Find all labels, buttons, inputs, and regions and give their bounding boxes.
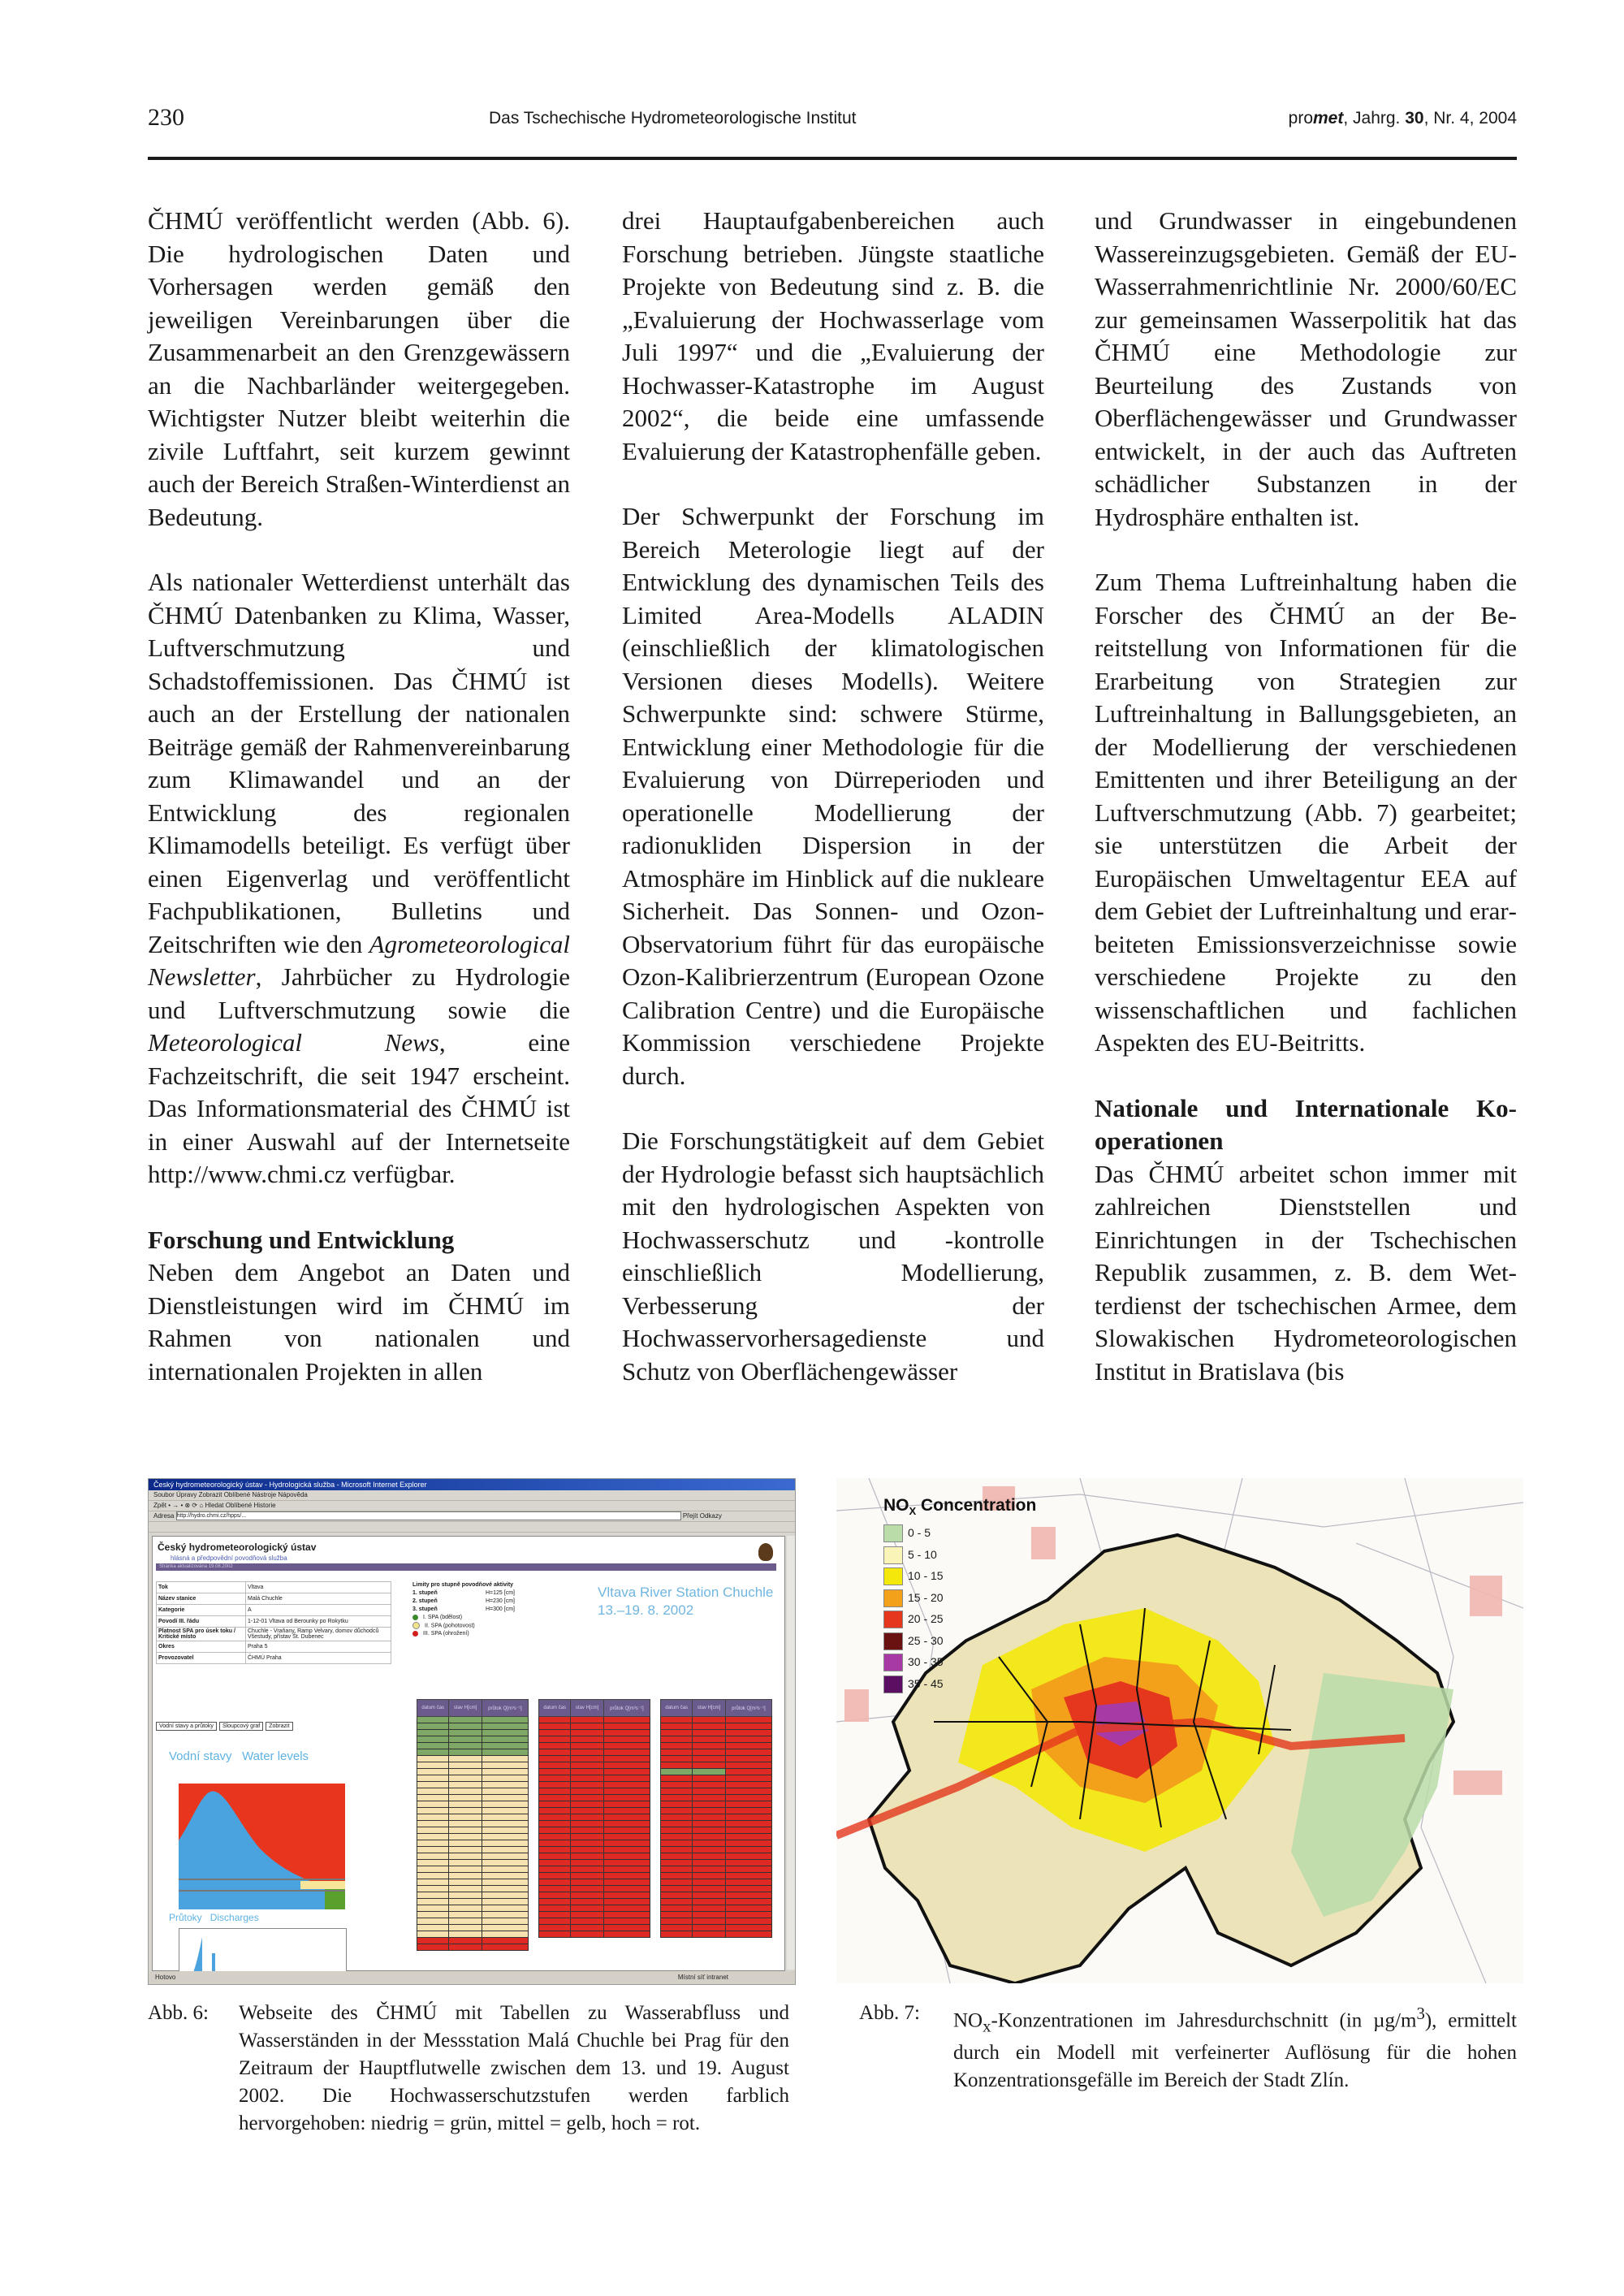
spa-legend-item: I. SPA (bdělost) (412, 1614, 515, 1622)
section-heading: Nationale und Internationale Kooperationen (1095, 1093, 1517, 1155)
caption-text: Webseite des ČHMÚ mit Tabellen zu Wasserabfluss und Wasserständen in der Messstation Malá Chuchle bei Prag für den Zeitraum der Hauptflutwelle zwischen dem 13. und 19. August 2002. Die Hochwasserschutzstufen werden farblich hervorgehoben: niedrig = grün, mittel = gelb, hoch = rot. (239, 2002, 789, 2134)
water-levels-title: Vodní stavy Water levels (169, 1749, 309, 1763)
address-label: Adresa (153, 1512, 175, 1520)
spa-legend-item: III. SPA (ohrožení) (412, 1630, 515, 1638)
running-title: Das Tschechische Hydrometeorologische Institut (489, 109, 857, 128)
paragraph: Das ČHMÚ arbeitet schon immer mit zahlreichen Dienststellen und Einrichtungen in der Tschechischen Republik zusammen, z. B. dem Wetterdienst der tschechischen Armee, dem Slowakischen Hydrometeorologischen Institut in Bratislava (bis (1095, 1159, 1517, 1386)
publication-title: Meteorological News (148, 1028, 439, 1057)
water-levels-chart (179, 1784, 345, 1909)
publication-title: Agrometeorological Newsletter (148, 929, 570, 991)
legend-swatch (883, 1524, 903, 1542)
data-table-3: datum čas stav H[cm] průtok Q[m³s⁻¹] (660, 1699, 772, 1938)
table-row: Kategorie A (157, 1605, 391, 1616)
yellow-dot-icon (412, 1622, 420, 1629)
paragraph: Der Schwerpunkt der Forschung im Bereich Meterologie liegt auf der Entwicklung des dynamischen Teils des Limited Area-Modells ALADIN (einschließlich der klimatologischen Versionen dieses Modells). Weitere Schwerpunkte sind: schwere Stürme, Entwicklung einer Methodologie für die Evaluierung von Dürreperioden und operationelle Modellierung der radionukliden Dispersion in der Atmosphäre im Hinblick auf die nukleare Sicherheit. Das Sonnen- und Ozon-Observatorium führt für das europäische Ozon-Kalibrierzentrum (European Ozone Calibration Centre) und die Europäische Kommission verschiedene Projekte durch. (622, 502, 1044, 1090)
text-run: , eine Fachzeitschrift, die seit 1947 erscheint. Das Informationsmaterial des ČHMÚ ist in einer Auswahl auf der Internetseite http://www.chmi.cz verfügbar. (148, 1028, 570, 1188)
header-rule (148, 157, 1517, 160)
flood-limits (412, 1581, 515, 1638)
paragraph: Die Forschungstätigkeit auf dem Gebiet der Hydrologie befasst sich hauptsächlich mit den hydrologischen Aspekten von Hochwasserschutz und -kontrolle einschließlich Modellierung, Verbesserung der Hochwasservorhersagedienste und Schutz von Oberflächengewässer (622, 1126, 1044, 1386)
journal-italic: met (1313, 109, 1344, 128)
browser-toolbar: Zpět • → • ⊗ ⟳ ⌂ Hledat Oblíbené Historie (149, 1501, 795, 1511)
caption-text: $NO_x$-Konzentrationen im Jahresdurchschnitt (in $\mu g/m^3$), ermittelt durch ein Modell mit verfeinerter Auflösung für die hohen Konzentrationsgefälle im Bereich der Stadt Zlín. (953, 2004, 1517, 2092)
data-table-1: datum čas stav H[cm] průtok Q[m³s⁻¹] (417, 1699, 529, 1951)
red-dot-icon (412, 1631, 418, 1637)
legend-item: 25 - 30 (883, 1630, 944, 1652)
table-row: Okres Praha 5 (157, 1641, 391, 1653)
figure-7-caption (859, 2000, 1517, 2095)
paragraph: ČHMÚ veröffentlicht werden (Abb. 6). Die hydrologischen Daten und Vorhersagen werden gemäß den jeweiligen Vereinbarungen über die Zusammenarbeit an den Grenzgewässern an die Nachbarländer weitergegeben. Wichtigster Nutzer bleibt weiterhin die zivile Luftfahrt, seit kurzem gewinnt auch der Bereich Straßen-Winterdienst an Bedeutung. (148, 206, 570, 531)
paragraph (148, 566, 570, 1191)
legend-title: $NO_X$ Concentration (883, 1496, 1037, 1518)
water-level-area (179, 1784, 345, 1909)
station-info-table (156, 1581, 391, 1664)
legend-swatch (883, 1567, 903, 1585)
discharges-title: Průtoky Discharges (169, 1912, 259, 1923)
journal-year-label: , Jahrg. (1343, 109, 1406, 128)
text-column-2 (622, 205, 1044, 1420)
page-number: 230 (148, 104, 184, 131)
table-row: Povodí III. řádu 1-12-01 Vltava od Berounky po Rokytku (157, 1616, 391, 1628)
legend-item: 15 - 20 (883, 1587, 944, 1609)
text-column-3 (1095, 205, 1517, 1420)
legend-swatch (883, 1546, 903, 1564)
concentration-legend (883, 1522, 944, 1694)
spa-legend-item: II. SPA (pohotovost) (412, 1622, 515, 1630)
limit-row: 1. stupeň H=125 [cm] (412, 1590, 515, 1596)
journal-prefix: pro (1288, 109, 1313, 128)
update-band: Stránka aktualizována 19.08.2002 (156, 1563, 776, 1571)
browser-title-bar: Český hydrometeorologický ústav - Hydrologická služba - Microsoft Internet Explorer (149, 1479, 795, 1490)
data-type-select[interactable]: Vodní stavy a průtoky (156, 1722, 217, 1731)
figure-7-nox-map (836, 1478, 1523, 1983)
browser-links-bar (149, 1522, 795, 1533)
text-run: , Jahrbücher zu Hydrologie und Luftverschmutzung sowie die (148, 962, 570, 1024)
text-column-1 (148, 205, 570, 1420)
address-input: http://hydro.chmi.cz/hpps/... (176, 1511, 681, 1520)
limits-title: Limity pro stupně povodňové aktivity (412, 1582, 514, 1588)
paragraph: drei Hauptaufgabenbereichen auch Forschung betrieben. Jüngste staatliche Projekte von Bedeutung sind z. B. die „Evaluierung der Hochwasserlage vom Juli 1997“ und die „Evaluierung der Hochwasser-Katastrophe im August 2002“, die beide eine umfassende Evaluierung der Katastrophenfälle geben. (622, 206, 1044, 465)
chart-controls (156, 1722, 296, 1731)
figure-6-caption (148, 2000, 789, 2138)
legend-item: 5 - 10 (883, 1544, 944, 1566)
show-button[interactable]: Zobrazit (266, 1722, 292, 1731)
legend-swatch (883, 1589, 903, 1607)
data-table-2: datum čas stav H[cm] průtok Q[m³s⁻¹] (538, 1699, 650, 1938)
green-dot-icon (412, 1615, 418, 1620)
legend-item: 0 - 5 (883, 1522, 944, 1544)
table-row: Provozovatel ČHMÚ Praha (157, 1653, 391, 1664)
limit-row: 3. stupeň H=300 [cm] (412, 1606, 515, 1612)
station-title: Vltava River Station Chuchle 13.–19. 8. 2002 (598, 1585, 774, 1618)
go-button: Přejít (682, 1512, 698, 1520)
running-header (148, 104, 1517, 136)
chart-type-select[interactable]: Sloupcový graf (219, 1722, 263, 1731)
web-page-content (152, 1536, 785, 1971)
site-subtitle: hlásná a předpovědní povodňová služba (171, 1554, 287, 1562)
journal-issue: , Nr. 4, 2004 (1423, 109, 1517, 128)
legend-swatch (883, 1676, 903, 1693)
legend-item: 30 - 35 (883, 1651, 944, 1673)
caption-label: Abb. 7: (859, 2002, 920, 2024)
caption-label: Abb. 6: (148, 2002, 209, 2024)
legend-item: 10 - 15 (883, 1565, 944, 1587)
legend-swatch (883, 1654, 903, 1671)
journal-reference (1289, 109, 1517, 128)
legend-swatch (883, 1632, 903, 1650)
table-row: Platnost SPA pro úsek toku / Kritické místo Chuchle - Vraňany, Ramp Velvary, domov důchodců Všestudy, přístav Št. Dubenec (157, 1628, 391, 1641)
text-run: Als nationaler Wetterdienst unterhält das ČHMÚ Datenbanken zu Klima, Wasser, Luftverschmutzung und Schadstoffemissionen. Das ČHMÚ ist auch an der Erstellung der nationalen Beiträge gemäß der Rahmenvereinbarung zum Klimawandel und an der Entwicklung des regionalen Klimamodells beteiligt. Es verfügt über einen Eigenverlag und veröffentlicht Fachpublikationen, Bulletins und Zeitschriften wie den (148, 568, 570, 958)
journal-volume: 30 (1405, 109, 1424, 128)
links-button: Odkazy (699, 1512, 722, 1520)
legend-item: 35 - 45 (883, 1673, 944, 1695)
browser-menu-bar: Soubor Úpravy Zobrazit Oblíbené Nástroje Nápověda (149, 1490, 795, 1501)
limit-row: 2. stupeň H=230 [cm] (412, 1598, 515, 1604)
paragraph: und Grundwasser in eingebundenen Wassereinzugsgebieten. Gemäß der EU-Wasserrahmenrichtlinie Nr. 2000/60/EC zur gemeinsamen Wasserpolitik hat das ČHMÚ eine Methodologie zur Beurteilung des Zustands von Oberflächengewässer und Grundwasser entwickelt, in der auch das Auftreten schädlicher Substanzen in der Hydrosphäre enthalten ist. (1095, 206, 1517, 531)
figure-6-browser-screenshot (148, 1478, 796, 1985)
browser-scrollbar[interactable] (787, 1536, 795, 1970)
browser-status-bar: Hotovo Místní síť intranet (149, 1971, 796, 1984)
table-row: Název stanice Malá Chuchle (157, 1593, 391, 1605)
section-heading: Forschung und Entwicklung (148, 1225, 455, 1254)
table-row: Tok Vltava (157, 1582, 391, 1593)
browser-address-row (149, 1511, 795, 1522)
site-title: Český hydrometeorologický ústav (158, 1541, 317, 1553)
paragraph: Neben dem Angebot an Daten und Dienstleistungen wird im ČHMÚ im Rahmen von nationalen und internationalen Projekten in allen (148, 1258, 570, 1386)
legend-swatch (883, 1611, 903, 1628)
legend-item: 20 - 25 (883, 1608, 944, 1630)
paragraph: Zum Thema Luftreinhaltung haben die Forscher des ČHMÚ an der Bereitstellung von Informationen für die Erarbeitung von Strategien zur Luftreinhaltung in Ballungsgebieten, an der Modellierung der verschiedenen Emittenten und ihrer Beteiligung an der Luftverschmutzung (Abb. 7) gearbeitet; sie unterstützen die Arbeit der Europäischen Umweltagentur EEA auf dem Gebiet der Luftreinhaltung und erarbeiteten Emissionsverzeichnisse sowie verschiedene Projekte zu den wissenschaftlichen und fachlichen Aspekten des EU-Beitritts. (1095, 568, 1517, 1057)
chmi-logo-icon (758, 1543, 773, 1561)
